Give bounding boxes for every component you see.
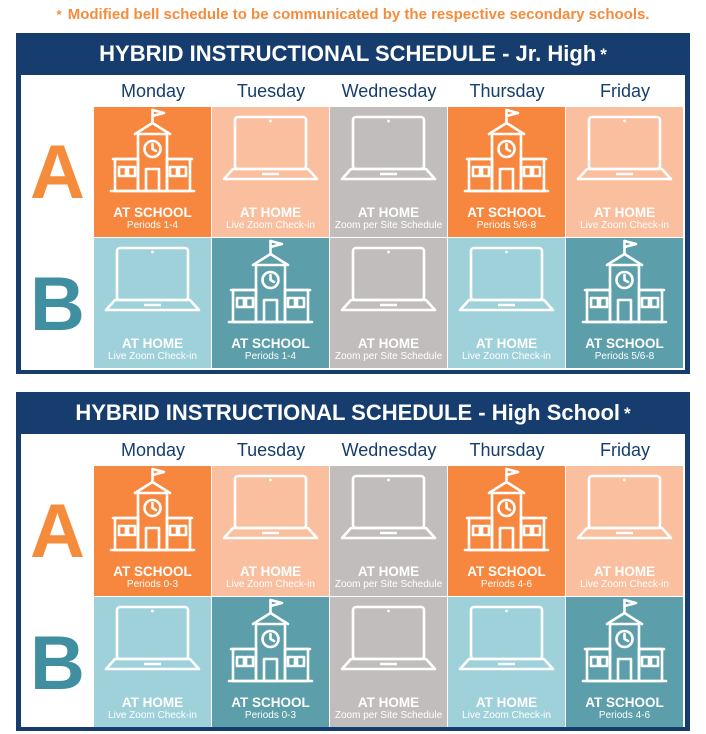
day-header-monday: Monday bbox=[120, 440, 186, 460]
schedule-grid bbox=[21, 434, 685, 727]
cell-detail: Periods 5/6-8 bbox=[476, 220, 537, 231]
cell-status: AT HOME bbox=[475, 336, 538, 351]
cell-detail: Periods 0-3 bbox=[244, 710, 297, 721]
cell-status: AT HOME bbox=[593, 205, 656, 220]
cell-detail: Live Zoom Check-in bbox=[462, 710, 551, 721]
schedule-cell bbox=[94, 238, 211, 368]
title-asterisk: * bbox=[600, 45, 607, 64]
footnote-text: Modified bell schedule to be communicated by the respective secondary schools. bbox=[67, 6, 650, 23]
schedule-cell bbox=[566, 238, 683, 368]
schedule-cell bbox=[448, 238, 565, 368]
footnote-asterisk: * bbox=[56, 7, 62, 22]
cell-status: AT HOME bbox=[357, 695, 420, 710]
panel-title bbox=[16, 392, 690, 434]
schedule-cell bbox=[330, 466, 447, 596]
day-header-friday: Friday bbox=[599, 81, 650, 101]
day-header-wednesday: Wednesday bbox=[341, 81, 437, 101]
schedule-cell bbox=[212, 238, 329, 368]
schedule-cell bbox=[94, 597, 211, 727]
footnote bbox=[0, 6, 706, 23]
cell-detail: Live Zoom Check-in bbox=[108, 351, 197, 362]
cell-status: AT HOME bbox=[239, 205, 302, 220]
day-header-wednesday: Wednesday bbox=[341, 440, 437, 460]
cell-status: AT HOME bbox=[593, 564, 656, 579]
cell-status: AT HOME bbox=[121, 336, 184, 351]
cell-detail: Live Zoom Check-in bbox=[580, 579, 669, 590]
cell-status: AT HOME bbox=[121, 695, 184, 710]
cell-detail: Zoom per Site Schedule bbox=[334, 710, 443, 721]
cell-status: AT SCHOOL bbox=[231, 336, 310, 351]
cell-detail: Zoom per Site Schedule bbox=[334, 579, 443, 590]
schedule-cell bbox=[448, 107, 565, 237]
cell-status: AT SCHOOL bbox=[113, 564, 192, 579]
schedule-cell bbox=[94, 107, 211, 237]
cell-detail: Live Zoom Check-in bbox=[226, 220, 315, 231]
schedule-panel-high-school bbox=[16, 392, 690, 731]
cell-status: AT HOME bbox=[239, 564, 302, 579]
group-letter-a: A bbox=[30, 489, 85, 574]
cell-status: AT HOME bbox=[475, 695, 538, 710]
schedule-cell bbox=[330, 597, 447, 727]
cell-detail: Periods 5/6-8 bbox=[594, 351, 655, 362]
schedule-cell bbox=[212, 466, 329, 596]
panel-title-text: HYBRID INSTRUCTIONAL SCHEDULE - High School bbox=[75, 400, 621, 425]
panel-title-text: HYBRID INSTRUCTIONAL SCHEDULE - Jr. High bbox=[99, 41, 597, 66]
cell-status: AT SCHOOL bbox=[113, 205, 192, 220]
cell-status: AT SCHOOL bbox=[467, 205, 546, 220]
cell-status: AT HOME bbox=[357, 336, 420, 351]
cell-status: AT SCHOOL bbox=[585, 695, 664, 710]
schedule-cell bbox=[448, 597, 565, 727]
cell-status: AT SCHOOL bbox=[231, 695, 310, 710]
cell-status: AT SCHOOL bbox=[585, 336, 664, 351]
schedule-cell bbox=[212, 597, 329, 727]
cell-detail: Periods 1-4 bbox=[244, 351, 297, 362]
cell-detail: Zoom per Site Schedule bbox=[334, 220, 443, 231]
cell-status: AT HOME bbox=[357, 564, 420, 579]
schedule-cell bbox=[94, 466, 211, 596]
cell-detail: Live Zoom Check-in bbox=[462, 351, 551, 362]
day-header-friday: Friday bbox=[599, 440, 650, 460]
group-letter-b: B bbox=[30, 262, 85, 347]
cell-status: AT HOME bbox=[357, 205, 420, 220]
cell-detail: Periods 4-6 bbox=[598, 710, 651, 721]
schedule-cell bbox=[330, 107, 447, 237]
schedule-cell bbox=[566, 597, 683, 727]
group-letter-a: A bbox=[30, 130, 85, 215]
panel-title bbox=[16, 33, 690, 75]
day-header-monday: Monday bbox=[120, 81, 186, 101]
schedule-cell bbox=[330, 238, 447, 368]
cell-detail: Live Zoom Check-in bbox=[580, 220, 669, 231]
day-header-thursday: Thursday bbox=[469, 81, 545, 101]
cell-detail: Periods 1-4 bbox=[126, 220, 179, 231]
cell-detail: Zoom per Site Schedule bbox=[334, 351, 443, 362]
schedule-cell bbox=[566, 107, 683, 237]
day-header-tuesday: Tuesday bbox=[236, 81, 306, 101]
schedule-cell bbox=[448, 466, 565, 596]
schedule-cell bbox=[566, 466, 683, 596]
cell-detail: Live Zoom Check-in bbox=[226, 579, 315, 590]
schedule-grid bbox=[21, 75, 685, 370]
cell-detail: Live Zoom Check-in bbox=[108, 710, 197, 721]
cell-detail: Periods 0-3 bbox=[126, 579, 179, 590]
schedule-panel-jr-high bbox=[16, 33, 690, 374]
group-letter-b: B bbox=[30, 621, 85, 706]
schedule-cell bbox=[212, 107, 329, 237]
day-header-tuesday: Tuesday bbox=[236, 440, 306, 460]
cell-status: AT SCHOOL bbox=[467, 564, 546, 579]
cell-detail: Periods 4-6 bbox=[480, 579, 533, 590]
title-asterisk: * bbox=[624, 404, 631, 423]
day-header-thursday: Thursday bbox=[469, 440, 545, 460]
